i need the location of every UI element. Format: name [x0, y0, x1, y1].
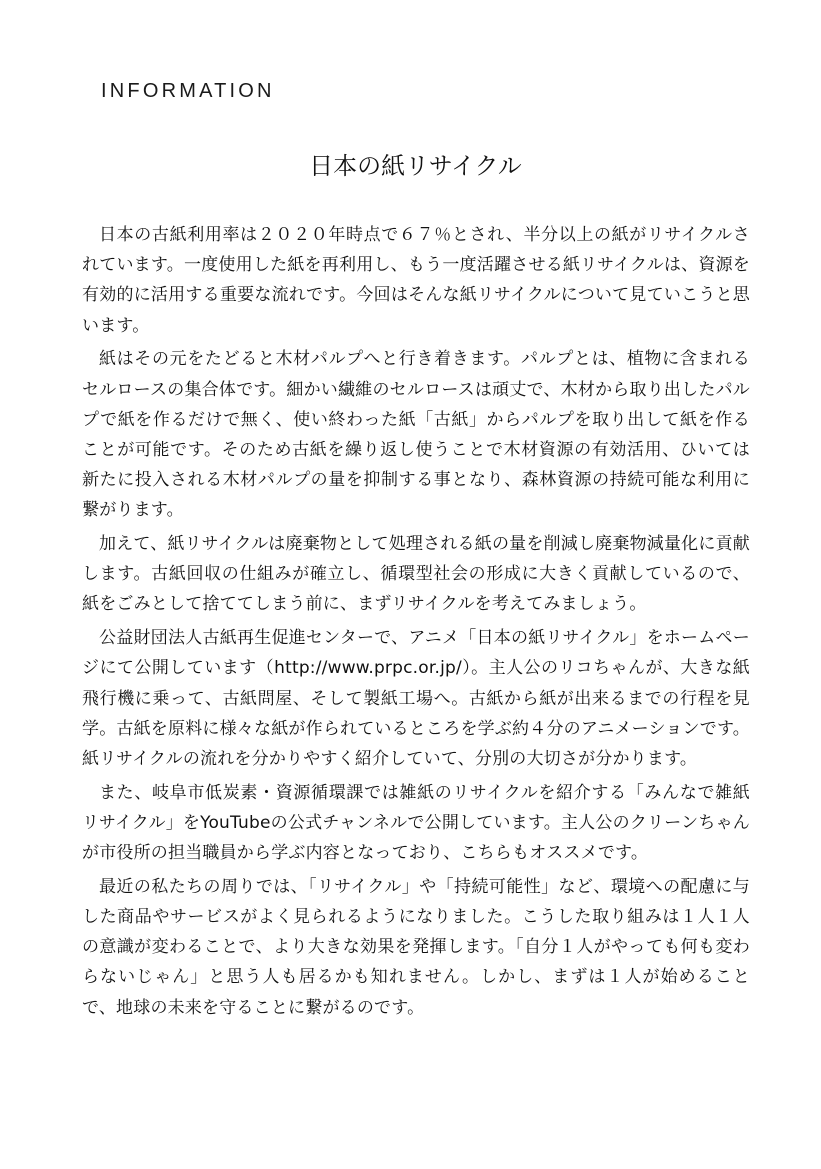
paragraph-gifu-city: また、岐阜市低炭素・資源循環課では雑紙のリサイクルを紹介する「みんなで雑紙リサイクル」をYouTubeの公式チャンネルで公開しています。主人公のクリーンちゃんが市役所の担当職員から学ぶ内容となっており、こちらもオススメです。	[82, 782, 750, 864]
section-label: INFORMATION	[101, 80, 275, 102]
paragraph-pulp: 紙はその元をたどると木材パルプへと行き着きます。パルプとは、植物に含まれるセルロースの集合体です。細かい繊維のセルロースは頑丈で、木材から取り出したパルプで紙を作るだけで無く、使い終わった紙「古紙」からパルプを取り出して紙を作ることが可能です。そのため古紙を繰り返し使うことで木材資源の有効活用、ひいては新たに投入される木材パルプの量を抑制する事となり、森林資源の持続可能な利用に繋がります。	[82, 349, 750, 521]
paragraph-recycling-rate: 日本の古紙利用率は２０２０年時点で６７％とされ、半分以上の紙がリサイクルされています。一度使用した紙を再利用し、もう一度活躍させる紙リサイクルは、資源を有効的に活用する重要な流れです。今回はそんな紙リサイクルについて見ていこうと思います。	[82, 225, 750, 336]
paragraph-animation: 公益財団法人古紙再生促進センターで、アニメ「日本の紙リサイクル」をホームページにて公開しています（http://www.prpc.or.jp/）。主人公のリコちゃんが、大きな紙飛行機に乗って、古紙問屋、そして製紙工場へ。古紙から紙が出来るまでの行程を見学。古紙を原料に様々な紙が作られているところを学ぶ約４分のアニメーションです。紙リサイクルの流れを分かりやすく紹介していて、分別の大切さが分かります。	[82, 628, 750, 769]
article-title: 日本の紙リサイクル	[309, 152, 522, 180]
paragraph-waste-reduction: 加えて、紙リサイクルは廃棄物として処理される紙の量を削減し廃棄物減量化に貢献します。古紙回収の仕組みが確立し、循環型社会の形成に大きく貢献しているので、紙をごみとして捨ててしまう前に、まずリサイクルを考えてみましょう。	[82, 534, 750, 615]
article-body	[82, 220, 750, 1026]
paragraph-conclusion: 最近の私たちの周りでは、「リサイクル」や「持続可能性」など、環境への配慮に与した商品やサービスがよく見られるようになりました。こうした取り組みは１人１人の意識が変わることで、より大きな効果を発揮します。「自分１人がやっても何も変わらないじゃん」と思う人も居るかも知れません。しかし、まずは１人が始めることで、地球の未来を守ることに繋がるのです。	[82, 876, 750, 1018]
